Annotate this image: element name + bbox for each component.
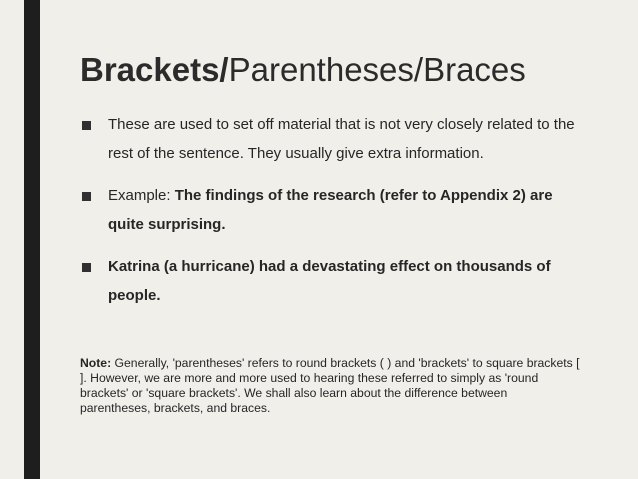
bullet-text: These are used to set off material that is not very closely related to the rest of the sentence. They usually give extra information.	[108, 116, 575, 162]
slide-title	[80, 50, 526, 90]
title-normal-part: Parentheses/Braces	[228, 51, 526, 88]
bullet-item-katrina	[82, 252, 582, 310]
bullet-list	[82, 110, 582, 323]
title-bold-part: Brackets/	[80, 51, 229, 88]
square-bullet-icon	[82, 121, 91, 130]
bullet-text	[108, 187, 553, 233]
example-sentence: The findings of the research (refer to Appendix 2) are quite surprising.	[108, 187, 553, 233]
note-label: Note:	[80, 356, 112, 370]
bullet-text	[108, 258, 551, 304]
square-bullet-icon	[82, 192, 91, 201]
square-bullet-icon	[82, 263, 91, 272]
note-paragraph	[80, 356, 580, 416]
left-accent-bar	[24, 0, 40, 479]
example-prefix: Example:	[108, 187, 175, 204]
bullet-item-definition	[82, 110, 582, 168]
note-text: Generally, 'parentheses' refers to round brackets ( ) and 'brackets' to square brackets [ ]. However, we are more and more used to hearing these referred to simply as 'round brackets' or 'square brackets'. We shall also learn about the difference between parentheses, brackets, and braces.	[80, 356, 580, 415]
bullet-item-example	[82, 181, 582, 239]
katrina-sentence: Katrina (a hurricane) had a devastating effect on thousands of people.	[108, 258, 551, 304]
